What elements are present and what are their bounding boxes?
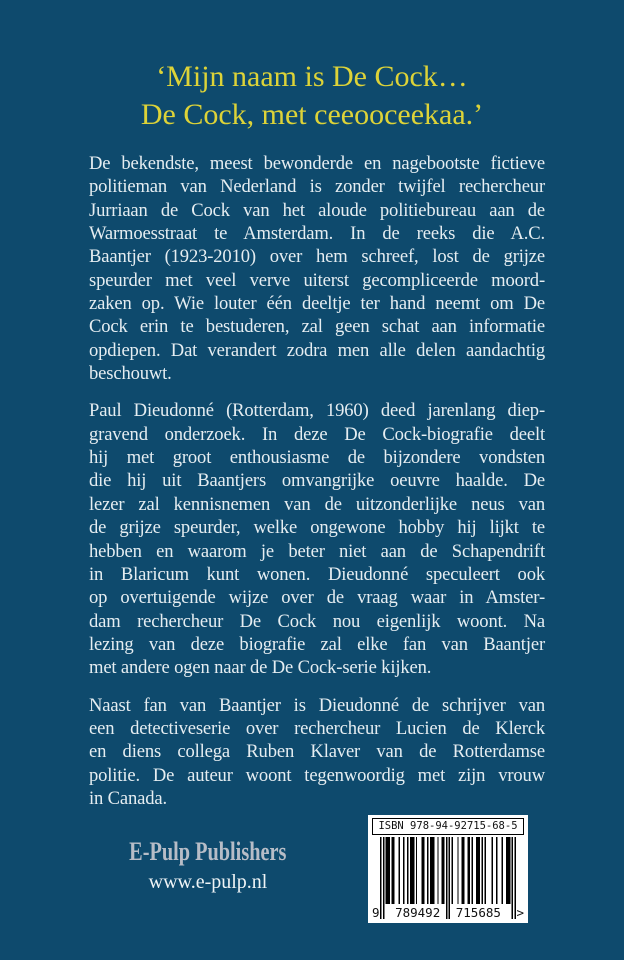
- title-line-2: De Cock, met ceeooceekaa.’: [140, 98, 484, 131]
- text-line: hebben en waarom je beter niet aan de Schapendrift: [89, 540, 545, 562]
- text-line: Naast fan van Baantjer is Dieudonné de schrijver van: [89, 694, 545, 716]
- blurb-text: [89, 152, 545, 810]
- barcode-digit-lead: 9: [372, 905, 380, 920]
- text-line: gravend onderzoek. In deze De Cock-biografie deelt: [89, 423, 545, 445]
- text-line: dam rechercheur De Cock nou eigenlijk woont. Na: [89, 610, 545, 632]
- body-paragraph-3: [89, 694, 545, 811]
- body-paragraph-2: [89, 399, 545, 679]
- barcode-digits: [372, 905, 524, 920]
- text-line: in Blaricum kunt wonen. Dieudonné speculeert ook: [89, 563, 545, 585]
- text-line: beschouwt.: [89, 363, 172, 385]
- text-line: speurder met veel verve uiterst gecompliceerde moord-: [89, 269, 545, 291]
- barcode-arrow: >: [516, 905, 524, 920]
- text-line: politie. De auteur woont tegenwoordig met zijn vrouw: [89, 764, 545, 786]
- text-line: die hij uit Baantjers omvangrijke oeuvre haalde. De: [89, 470, 545, 492]
- text-line: Baantjer (1923-2010) over hem schreef, lost de grijze: [89, 246, 545, 268]
- text-line: Warmoesstraat te Amsterdam. In de reeks die A.C.: [89, 223, 545, 245]
- text-line: hij met groot enthousiasme de bijzondere vondsten: [89, 447, 545, 469]
- text-line: Jurriaan de Cock van het aloude politiebureau aan de: [89, 199, 545, 221]
- title-quote: [0, 58, 624, 134]
- text-line: met andere ogen naar de De Cock-serie kijken.: [89, 657, 432, 679]
- barcode-digit-group-2: 715685: [455, 905, 501, 920]
- text-line: zaken op. Wie louter één deeltje ter hand neemt om De: [89, 293, 545, 315]
- text-line: Paul Dieudonné (Rotterdam, 1960) deed jarenlang diep-: [89, 400, 545, 422]
- text-line: opdiepen. Dat verandert zodra men alle delen aandachtig: [89, 339, 545, 361]
- text-line: de grijze speurder, welke ongewone hobby hij lijkt te: [89, 517, 545, 539]
- isbn-label: ISBN 978-94-92715-68-5: [372, 818, 524, 835]
- publisher-website: www.e-pulp.nl: [148, 871, 268, 893]
- text-line: en diens collega Ruben Klaver van de Rotterdamse: [89, 741, 545, 763]
- text-line: een detectiveserie over rechercheur Lucien de Klerck: [89, 717, 545, 739]
- text-line: op overtuigende wijze over de vraag waar in Amster-: [89, 587, 545, 609]
- barcode-digit-group-1: 789492: [395, 905, 441, 920]
- text-line: in Canada.: [89, 787, 168, 809]
- body-paragraph-1: [89, 152, 545, 385]
- barcode-panel: [368, 815, 528, 923]
- text-line: politieman van Nederland is zonder twijfel rechercheur: [89, 176, 545, 198]
- text-line: lezer zal kennisnemen van de uitzonderlijke neus van: [89, 493, 545, 515]
- publisher-name: E-Pulp Publishers: [129, 837, 287, 866]
- text-line: De bekendste, meest bewonderde en nagebootste fictieve: [89, 153, 545, 174]
- text-line: Cock erin te bestuderen, zal geen schat aan informatie: [89, 316, 545, 338]
- title-line-1: ‘Mijn naam is De Cock…: [156, 60, 468, 93]
- publisher-logo: [58, 838, 358, 894]
- barcode-bars: [372, 837, 524, 920]
- text-line: lezing van deze biografie zal elke fan van Baantjer: [89, 633, 545, 655]
